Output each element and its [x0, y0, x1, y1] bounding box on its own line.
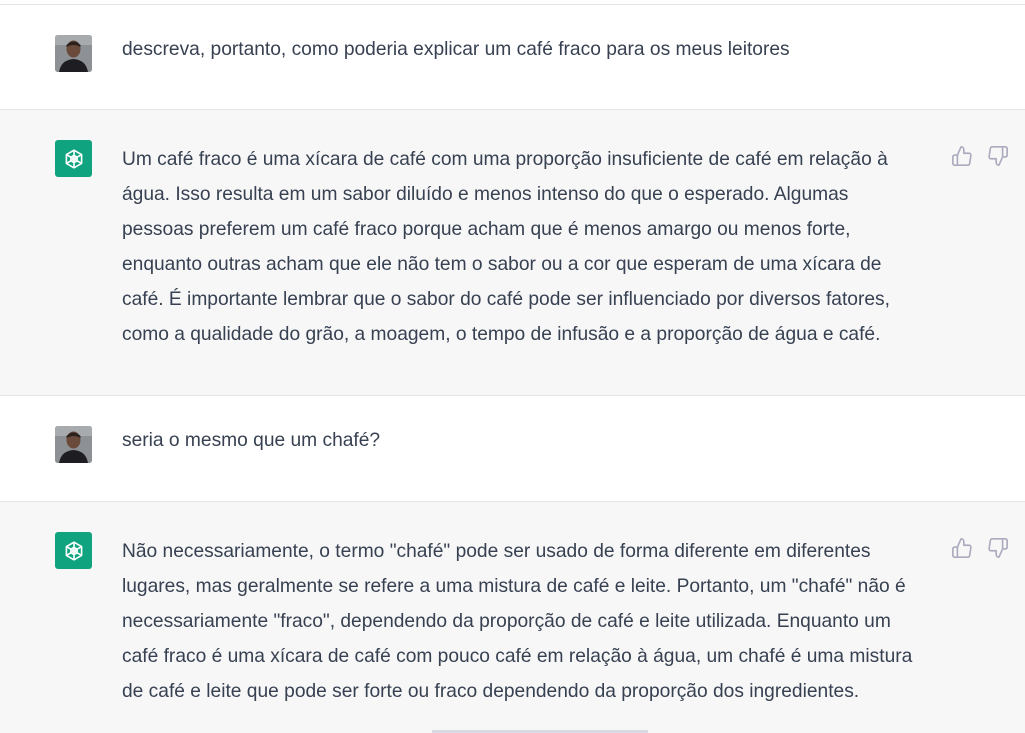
text-line: de café e leite que pode ser forte ou fraco dependendo da proporção dos ingredientes.: [122, 681, 860, 702]
text-line: como a qualidade do grão, a moagem, o tempo de infusão e a proporção de água e café.: [122, 324, 881, 345]
thumbs-down-icon[interactable]: [987, 537, 1009, 559]
text-line: pessoas preferem um café fraco porque acham que é menos amargo ou menos forte,: [122, 219, 851, 240]
thumbs-down-icon[interactable]: [987, 145, 1009, 167]
thumbs-up-icon[interactable]: [951, 145, 973, 167]
message-text: seria o mesmo que um chafé?: [122, 430, 381, 451]
message-text: [122, 142, 922, 352]
openai-logo-icon: [55, 532, 92, 569]
text-line: enquanto outras acham que ele não tem o sabor ou a cor que esperam de uma xícara de: [122, 254, 882, 275]
feedback-buttons: [951, 537, 1009, 559]
feedback-buttons: [951, 145, 1009, 167]
text-line: lugares, mas geralmente se refere a uma mistura de café e leite. Portanto, um "chafé" não é: [122, 576, 906, 597]
text-line: água. Isso resulta em um sabor diluído e menos intenso do que o esperado. Algumas: [122, 184, 849, 205]
user-avatar: [55, 35, 92, 72]
user-avatar: [55, 426, 92, 463]
user-message: [0, 5, 1025, 110]
thumbs-up-icon[interactable]: [951, 537, 973, 559]
text-line: café. É importante lembrar que o sabor do café pode ser influenciado por diversos fatores,: [122, 289, 890, 310]
assistant-message: [0, 110, 1025, 396]
message-text: [122, 534, 922, 709]
assistant-message: [0, 502, 1025, 733]
openai-logo-icon: [55, 140, 92, 177]
text-line: Não necessariamente, o termo "chafé" pode ser usado de forma diferente em diferentes: [122, 541, 871, 562]
text-line: necessariamente "fraco", dependendo da proporção de café e leite utilizada. Enquanto um: [122, 611, 891, 632]
text-line: Um café fraco é uma xícara de café com uma proporção insuficiente de café em relação à: [122, 149, 888, 170]
message-text: descreva, portanto, como poderia explicar um café fraco para os meus leitores: [122, 39, 790, 60]
user-message: [0, 396, 1025, 502]
text-line: café fraco é uma xícara de café com pouco café em relação à água, um chafé é uma mistura: [122, 646, 913, 667]
